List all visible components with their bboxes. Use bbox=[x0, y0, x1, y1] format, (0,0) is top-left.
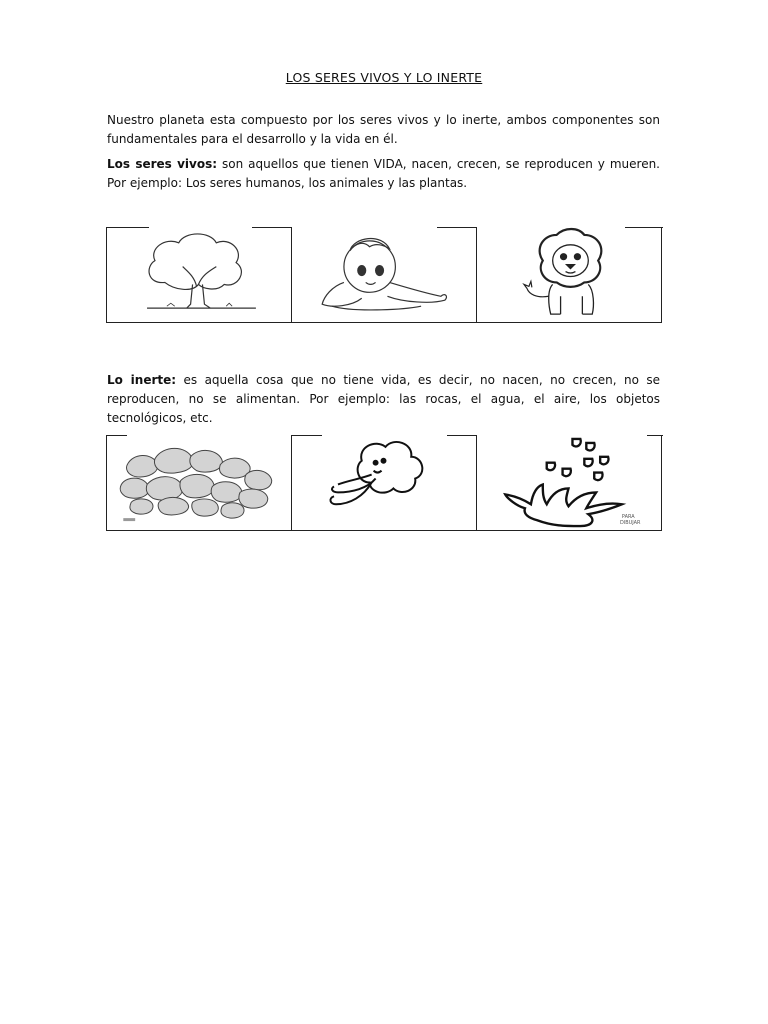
tree-image-cell bbox=[107, 227, 292, 322]
lo-inerte-label: Lo inerte: bbox=[107, 373, 177, 387]
seres-vivos-image-grid bbox=[106, 227, 662, 323]
rocks-icon bbox=[107, 435, 291, 530]
baby-image-cell bbox=[292, 227, 477, 322]
lion-icon bbox=[477, 227, 661, 322]
rocks-image-cell bbox=[107, 435, 292, 530]
baby-icon bbox=[292, 227, 476, 322]
seres-vivos-label: Los seres vivos: bbox=[107, 157, 218, 171]
page-title: LOS SERES VIVOS Y LO INERTE bbox=[285, 70, 483, 85]
lion-image-cell bbox=[477, 227, 661, 322]
intro-paragraph: Nuestro planeta esta compuesto por los seres vivos y lo inerte, ambos componentes son fundamentales para el desarrollo y la vida en él. bbox=[107, 113, 660, 146]
seres-vivos-text: son aquellos que tienen VIDA, nacen, crecen, se reproducen y mueren. Por ejemplo: Los seres humanos, los animales y las plantas. bbox=[107, 157, 660, 190]
water-drops-icon bbox=[477, 435, 661, 530]
svg-text:DIBUJAR: DIBUJAR bbox=[619, 520, 641, 527]
lo-inerte-text: es aquella cosa que no tiene vida, es decir, no nacen, no crecen, no se reproducen, no se alimentan. Por ejemplo: las rocas, el agua, el aire, los objetos tecnológicos, etc. bbox=[107, 373, 660, 425]
wind-icon bbox=[292, 435, 476, 530]
tree-icon bbox=[107, 227, 291, 322]
svg-text:PARA: PARA bbox=[621, 514, 635, 521]
lo-inerte-paragraph bbox=[107, 371, 660, 428]
lo-inerte-image-grid bbox=[106, 435, 662, 531]
seres-vivos-paragraph bbox=[107, 155, 660, 193]
wind-image-cell bbox=[292, 435, 477, 530]
water-image-cell bbox=[477, 435, 661, 530]
